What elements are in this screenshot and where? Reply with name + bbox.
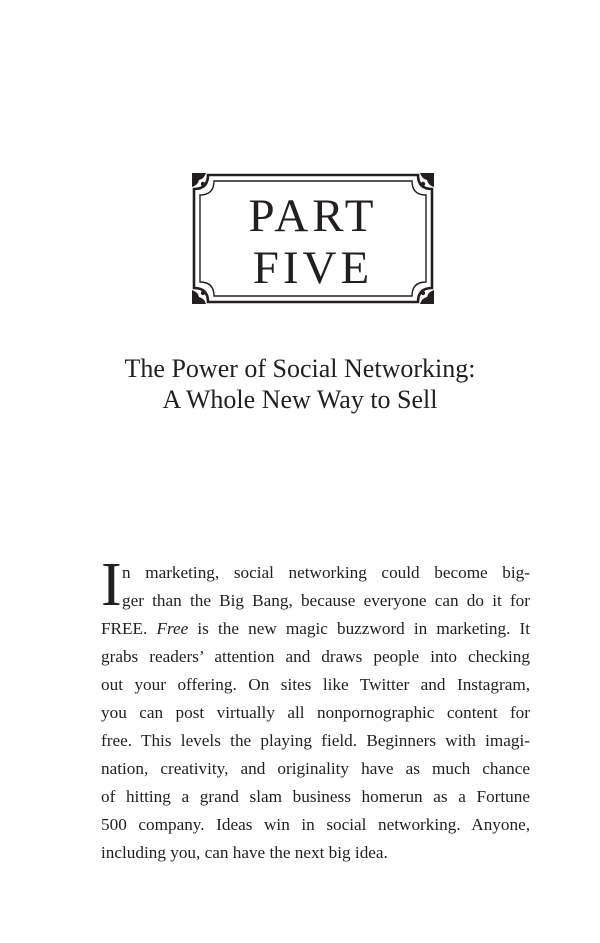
body-line: 500 company. Ideas win in social networking. Anyone, <box>101 815 530 834</box>
body-line: including you, can have the next big idea. <box>101 843 388 862</box>
body-line: ger than the Big Bang, because everyone can do it for <box>122 591 530 610</box>
body-line: out your offering. On sites like Twitter and Instagram, <box>101 675 530 694</box>
body-line <box>101 615 530 643</box>
section-title <box>60 353 540 415</box>
section-title-line-1: The Power of Social Networking: <box>124 354 476 383</box>
body-line: free. This levels the playing field. Beginners with imagi- <box>101 731 530 750</box>
body-line: of hitting a grand slam business homerun as a Fortune <box>101 787 530 806</box>
section-title-line-2: A Whole New Way to Sell <box>162 385 438 414</box>
body-text-segment: is the new magic buzzword in marketing. It <box>188 619 530 638</box>
body-line: nation, creativity, and originality have as much chance <box>101 759 530 778</box>
part-heading-frame <box>190 171 436 306</box>
emphasis-text: Free <box>156 619 189 638</box>
body-line: you can post virtually all nonpornographic content for <box>101 703 530 722</box>
body-line: n marketing, social networking could become big- <box>122 563 530 582</box>
part-number: FIVE <box>252 242 374 294</box>
body-line: grabs readers’ attention and draws people into checking <box>101 647 530 666</box>
part-label: PART <box>248 190 378 242</box>
body-text-segment: FREE. <box>101 619 157 638</box>
drop-cap: I <box>101 551 122 619</box>
